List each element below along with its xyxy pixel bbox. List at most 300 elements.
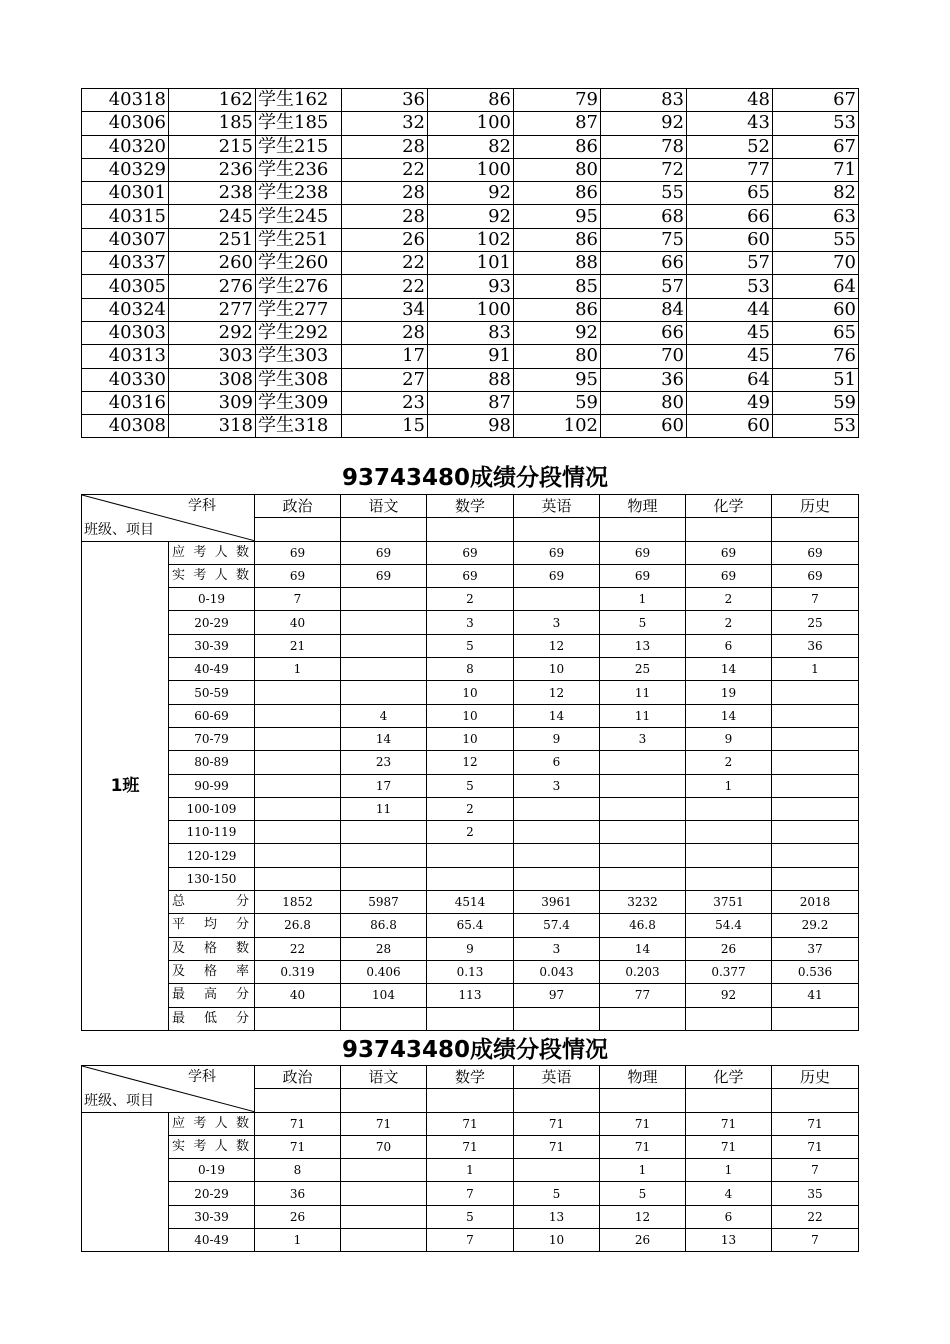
value-cell: 26.8	[255, 914, 341, 937]
value-cell: 46.8	[600, 914, 686, 937]
subject-header: 化学	[686, 495, 772, 518]
student-cell: 83	[601, 89, 687, 112]
value-cell: 14	[686, 658, 772, 681]
student-cell: 100	[428, 158, 514, 181]
student-cell: 60	[773, 298, 859, 321]
student-cell: 学生277	[256, 298, 342, 321]
value-cell: 8	[255, 1159, 341, 1182]
student-cell: 40318	[82, 89, 169, 112]
value-cell: 26	[686, 937, 772, 960]
value-cell: 10	[427, 704, 514, 727]
student-cell: 95	[514, 205, 601, 228]
value-cell	[255, 751, 341, 774]
student-row	[82, 205, 859, 228]
value-cell	[600, 797, 686, 820]
student-cell: 82	[773, 182, 859, 205]
value-cell	[772, 681, 859, 704]
segment-row	[82, 1182, 859, 1205]
value-cell	[341, 844, 427, 867]
value-cell: 28	[341, 937, 427, 960]
student-cell: 79	[514, 89, 601, 112]
value-cell: 3	[514, 611, 600, 634]
value-cell: 40	[255, 611, 341, 634]
value-cell: 13	[514, 1205, 600, 1228]
blank-cell	[772, 1089, 859, 1112]
segment-row	[82, 1007, 859, 1030]
value-cell: 0.203	[600, 960, 686, 983]
student-cell: 86	[514, 228, 601, 251]
student-cell: 70	[601, 345, 687, 368]
value-cell	[600, 844, 686, 867]
blank-cell	[686, 518, 772, 541]
corner-subject-label: 学科	[188, 498, 216, 514]
value-cell: 14	[686, 704, 772, 727]
student-cell: 40316	[82, 391, 169, 414]
student-cell: 101	[428, 252, 514, 275]
value-cell: 11	[600, 704, 686, 727]
value-cell	[341, 1159, 427, 1182]
segment-row	[82, 774, 859, 797]
value-cell	[772, 867, 859, 890]
row-label: 110-119	[169, 821, 255, 844]
segment-row	[82, 751, 859, 774]
value-cell: 23	[341, 751, 427, 774]
value-cell: 3751	[686, 891, 772, 914]
value-cell: 65.4	[427, 914, 514, 937]
student-row	[82, 298, 859, 321]
student-cell: 85	[514, 275, 601, 298]
value-cell: 9	[514, 727, 600, 750]
subject-header: 英语	[514, 1066, 600, 1089]
student-cell: 学生260	[256, 252, 342, 275]
value-cell: 1	[686, 774, 772, 797]
segment-row	[82, 704, 859, 727]
student-cell: 52	[687, 135, 773, 158]
student-cell: 44	[687, 298, 773, 321]
value-cell: 2	[686, 611, 772, 634]
value-cell: 71	[772, 1112, 859, 1135]
value-cell: 37	[772, 937, 859, 960]
row-label: 总分	[169, 891, 255, 914]
row-label: 80-89	[169, 751, 255, 774]
blank-cell	[686, 1089, 772, 1112]
value-cell: 69	[600, 564, 686, 587]
student-cell: 48	[687, 89, 773, 112]
student-cell: 80	[514, 345, 601, 368]
subject-header: 历史	[772, 495, 859, 518]
value-cell	[255, 1007, 341, 1030]
value-cell	[427, 844, 514, 867]
subject-header: 语文	[341, 495, 427, 518]
student-cell: 43	[687, 112, 773, 135]
row-label: 最低分	[169, 1007, 255, 1030]
value-cell: 4	[686, 1182, 772, 1205]
value-cell: 22	[772, 1205, 859, 1228]
value-cell	[772, 797, 859, 820]
student-cell: 学生318	[256, 415, 342, 438]
blank-cell	[341, 518, 427, 541]
blank-cell	[600, 518, 686, 541]
student-cell: 学生303	[256, 345, 342, 368]
student-cell: 86	[514, 182, 601, 205]
student-cell: 276	[169, 275, 256, 298]
student-cell: 80	[601, 391, 687, 414]
value-cell: 0.536	[772, 960, 859, 983]
segment-row	[82, 1135, 859, 1158]
value-cell: 3	[600, 727, 686, 750]
value-cell: 19	[686, 681, 772, 704]
value-cell	[772, 1007, 859, 1030]
blank-cell	[427, 1089, 514, 1112]
segment-row	[82, 937, 859, 960]
value-cell	[772, 751, 859, 774]
subject-header: 政治	[255, 1066, 341, 1089]
value-cell	[772, 727, 859, 750]
student-cell: 76	[773, 345, 859, 368]
segment-row	[82, 564, 859, 587]
student-cell: 55	[773, 228, 859, 251]
value-cell: 69	[772, 564, 859, 587]
value-cell: 5	[427, 1205, 514, 1228]
segment-table-title: 93743480成绩分段情况	[341, 465, 609, 491]
subject-header: 数学	[427, 495, 514, 518]
student-cell: 66	[601, 252, 687, 275]
student-cell: 40305	[82, 275, 169, 298]
subject-header: 数学	[427, 1066, 514, 1089]
value-cell	[514, 844, 600, 867]
value-cell	[686, 1007, 772, 1030]
value-cell: 5	[514, 1182, 600, 1205]
value-cell: 71	[255, 1112, 341, 1135]
student-cell: 57	[601, 275, 687, 298]
segment-row	[82, 1159, 859, 1182]
blank-cell	[514, 518, 600, 541]
blank-cell	[514, 1089, 600, 1112]
value-cell: 0.043	[514, 960, 600, 983]
value-cell: 7	[772, 588, 859, 611]
value-cell: 26	[600, 1229, 686, 1252]
student-row	[82, 112, 859, 135]
student-cell: 40313	[82, 345, 169, 368]
value-cell	[772, 821, 859, 844]
segment-row	[82, 867, 859, 890]
corner-header	[82, 495, 255, 542]
value-cell: 4514	[427, 891, 514, 914]
value-cell: 2	[427, 821, 514, 844]
value-cell: 71	[686, 1135, 772, 1158]
student-cell: 102	[428, 228, 514, 251]
student-cell: 40320	[82, 135, 169, 158]
student-cell: 63	[773, 205, 859, 228]
student-cell: 77	[687, 158, 773, 181]
student-cell: 86	[514, 298, 601, 321]
row-label: 20-29	[169, 611, 255, 634]
value-cell	[600, 1007, 686, 1030]
value-cell	[514, 821, 600, 844]
value-cell	[341, 1205, 427, 1228]
value-cell: 12	[600, 1205, 686, 1228]
subject-header: 历史	[772, 1066, 859, 1089]
student-cell: 260	[169, 252, 256, 275]
value-cell: 6	[686, 634, 772, 657]
value-cell: 69	[514, 564, 600, 587]
value-cell	[255, 797, 341, 820]
student-cell: 82	[428, 135, 514, 158]
row-label: 0-19	[169, 1159, 255, 1182]
value-cell: 10	[427, 727, 514, 750]
student-cell: 53	[773, 112, 859, 135]
student-cell: 学生276	[256, 275, 342, 298]
value-cell: 14	[514, 704, 600, 727]
student-cell: 34	[342, 298, 428, 321]
student-row	[82, 415, 859, 438]
blank-cell	[427, 518, 514, 541]
corner-subject-label: 学科	[188, 1069, 216, 1085]
student-cell: 88	[428, 368, 514, 391]
student-cell: 36	[342, 89, 428, 112]
student-cell: 86	[428, 89, 514, 112]
student-cell: 80	[514, 158, 601, 181]
value-cell: 2	[427, 797, 514, 820]
student-cell: 40315	[82, 205, 169, 228]
student-cell: 92	[514, 321, 601, 344]
student-cell: 70	[773, 252, 859, 275]
student-cell: 27	[342, 368, 428, 391]
value-cell: 1	[600, 1159, 686, 1182]
row-label: 120-129	[169, 844, 255, 867]
student-cell: 40307	[82, 228, 169, 251]
value-cell: 104	[341, 984, 427, 1007]
value-cell: 69	[427, 541, 514, 564]
value-cell: 86.8	[341, 914, 427, 937]
value-cell: 71	[514, 1112, 600, 1135]
value-cell	[514, 588, 600, 611]
blank-cell	[341, 1089, 427, 1112]
value-cell	[341, 867, 427, 890]
student-cell: 292	[169, 321, 256, 344]
subject-header: 政治	[255, 495, 341, 518]
value-cell	[772, 704, 859, 727]
student-row	[82, 182, 859, 205]
value-cell: 69	[686, 541, 772, 564]
value-cell: 14	[600, 937, 686, 960]
corner-header	[82, 1066, 255, 1113]
value-cell: 69	[600, 541, 686, 564]
value-cell: 40	[255, 984, 341, 1007]
segment-row	[82, 1229, 859, 1252]
student-cell: 学生238	[256, 182, 342, 205]
segment-row	[82, 914, 859, 937]
value-cell: 2	[427, 588, 514, 611]
value-cell: 69	[772, 541, 859, 564]
student-cell: 185	[169, 112, 256, 135]
value-cell	[341, 658, 427, 681]
value-cell: 5	[600, 1182, 686, 1205]
value-cell: 54.4	[686, 914, 772, 937]
value-cell: 3232	[600, 891, 686, 914]
value-cell: 1	[255, 1229, 341, 1252]
value-cell: 3	[514, 774, 600, 797]
student-cell: 28	[342, 321, 428, 344]
student-row	[82, 135, 859, 158]
subject-header: 物理	[600, 495, 686, 518]
value-cell: 0.406	[341, 960, 427, 983]
row-label: 实考人数	[169, 1135, 255, 1158]
student-row	[82, 321, 859, 344]
student-cell: 64	[773, 275, 859, 298]
corner-row-label: 班级、项目	[84, 1092, 154, 1109]
value-cell: 0.377	[686, 960, 772, 983]
segment-row	[82, 634, 859, 657]
student-cell: 40303	[82, 321, 169, 344]
student-cell: 40301	[82, 182, 169, 205]
student-cell: 65	[773, 321, 859, 344]
row-label: 100-109	[169, 797, 255, 820]
student-scores-table	[81, 88, 859, 438]
segment-row	[82, 821, 859, 844]
value-cell: 71	[427, 1135, 514, 1158]
corner-row-label: 班级、项目	[84, 521, 154, 538]
value-cell	[255, 867, 341, 890]
student-row	[82, 391, 859, 414]
segment-row	[82, 658, 859, 681]
value-cell: 5987	[341, 891, 427, 914]
row-label: 实考人数	[169, 564, 255, 587]
student-cell: 67	[773, 135, 859, 158]
student-cell: 40330	[82, 368, 169, 391]
student-cell: 91	[428, 345, 514, 368]
row-label: 130-150	[169, 867, 255, 890]
student-cell: 40337	[82, 252, 169, 275]
value-cell: 10	[514, 658, 600, 681]
segment-row	[82, 681, 859, 704]
value-cell: 2018	[772, 891, 859, 914]
value-cell: 69	[514, 541, 600, 564]
subject-header: 化学	[686, 1066, 772, 1089]
student-cell: 59	[773, 391, 859, 414]
subject-header: 英语	[514, 495, 600, 518]
value-cell: 92	[686, 984, 772, 1007]
value-cell: 1	[600, 588, 686, 611]
value-cell: 1	[772, 658, 859, 681]
student-cell: 303	[169, 345, 256, 368]
value-cell: 26	[255, 1205, 341, 1228]
value-cell: 69	[427, 564, 514, 587]
value-cell: 3	[427, 611, 514, 634]
segment-row	[82, 844, 859, 867]
student-cell: 60	[687, 415, 773, 438]
student-cell: 32	[342, 112, 428, 135]
value-cell: 7	[772, 1159, 859, 1182]
value-cell: 13	[600, 634, 686, 657]
value-cell: 6	[514, 751, 600, 774]
row-label: 20-29	[169, 1182, 255, 1205]
student-cell: 学生215	[256, 135, 342, 158]
student-cell: 75	[601, 228, 687, 251]
student-row	[82, 252, 859, 275]
student-cell: 308	[169, 368, 256, 391]
value-cell	[255, 844, 341, 867]
value-cell: 36	[255, 1182, 341, 1205]
value-cell: 3961	[514, 891, 600, 914]
student-cell: 55	[601, 182, 687, 205]
student-cell: 23	[342, 391, 428, 414]
value-cell	[514, 1007, 600, 1030]
student-row	[82, 158, 859, 181]
value-cell: 77	[600, 984, 686, 1007]
value-cell	[255, 821, 341, 844]
value-cell	[341, 681, 427, 704]
value-cell: 1	[427, 1159, 514, 1182]
value-cell	[514, 1159, 600, 1182]
value-cell: 17	[341, 774, 427, 797]
row-label: 40-49	[169, 658, 255, 681]
value-cell	[341, 611, 427, 634]
segment-row	[82, 891, 859, 914]
value-cell: 71	[600, 1112, 686, 1135]
class-label: 1班	[82, 541, 169, 1030]
segment-row	[82, 541, 859, 564]
row-label: 30-39	[169, 634, 255, 657]
score-segment-table	[81, 494, 859, 1031]
student-cell: 66	[687, 205, 773, 228]
student-cell: 60	[601, 415, 687, 438]
value-cell: 69	[341, 564, 427, 587]
student-cell: 57	[687, 252, 773, 275]
segment-row	[82, 727, 859, 750]
student-cell: 66	[601, 321, 687, 344]
student-cell: 68	[601, 205, 687, 228]
value-cell: 113	[427, 984, 514, 1007]
value-cell	[514, 867, 600, 890]
value-cell	[600, 751, 686, 774]
value-cell	[686, 797, 772, 820]
student-cell: 93	[428, 275, 514, 298]
row-label: 60-69	[169, 704, 255, 727]
value-cell: 12	[514, 634, 600, 657]
value-cell: 10	[427, 681, 514, 704]
value-cell: 69	[255, 564, 341, 587]
value-cell: 5	[427, 774, 514, 797]
value-cell: 3	[514, 937, 600, 960]
student-cell: 59	[514, 391, 601, 414]
value-cell: 71	[600, 1135, 686, 1158]
segment-row	[82, 960, 859, 983]
student-cell: 26	[342, 228, 428, 251]
subject-header: 物理	[600, 1066, 686, 1089]
value-cell: 11	[341, 797, 427, 820]
student-cell: 71	[773, 158, 859, 181]
student-cell: 40306	[82, 112, 169, 135]
value-cell: 57.4	[514, 914, 600, 937]
student-cell: 92	[601, 112, 687, 135]
student-row	[82, 368, 859, 391]
value-cell: 6	[686, 1205, 772, 1228]
value-cell: 0.13	[427, 960, 514, 983]
segment-row	[82, 1205, 859, 1228]
segment-row	[82, 797, 859, 820]
row-label: 平均分	[169, 914, 255, 937]
row-label: 30-39	[169, 1205, 255, 1228]
student-row	[82, 89, 859, 112]
row-label: 50-59	[169, 681, 255, 704]
class-label	[82, 1112, 169, 1252]
student-cell: 309	[169, 391, 256, 414]
student-cell: 87	[428, 391, 514, 414]
blank-cell	[772, 518, 859, 541]
student-cell: 51	[773, 368, 859, 391]
student-cell: 100	[428, 298, 514, 321]
